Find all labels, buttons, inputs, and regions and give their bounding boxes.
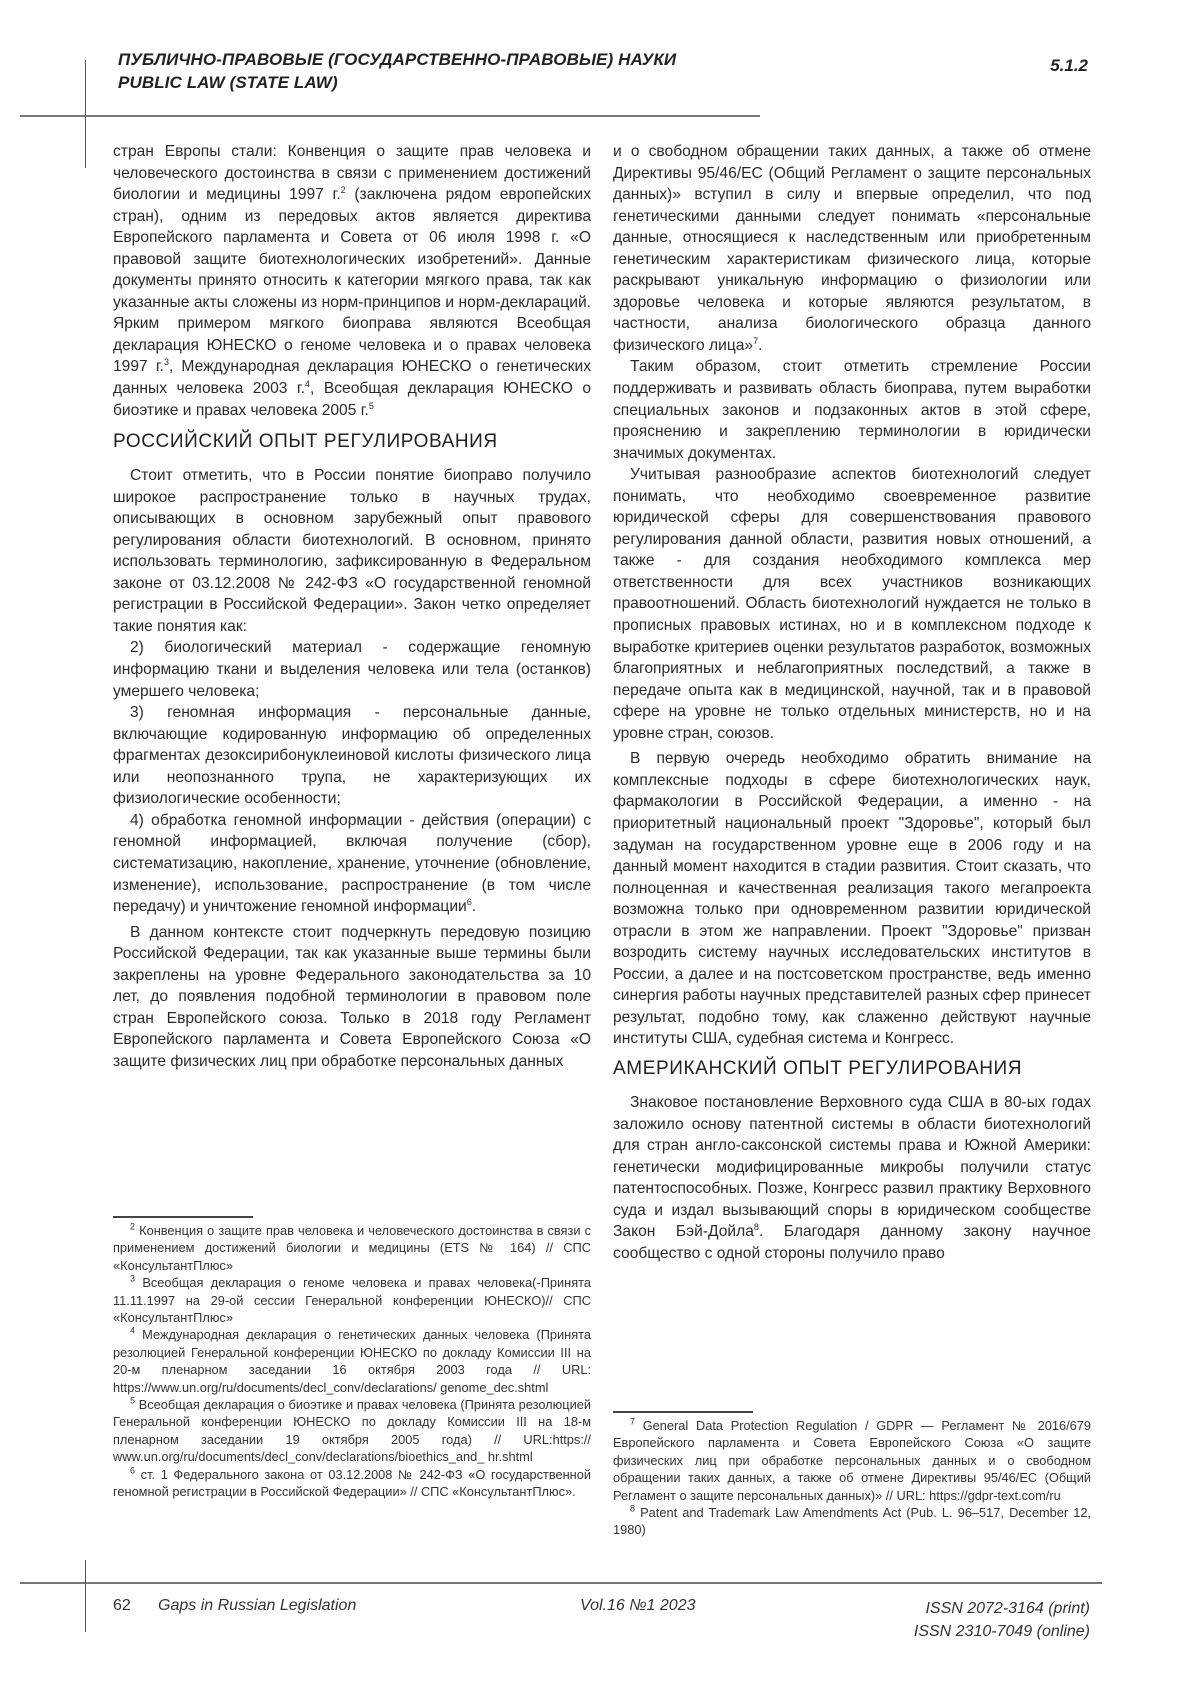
footnote-ref[interactable]: 2 <box>340 184 346 195</box>
issn-online: ISSN 2310-7049 (online) <box>913 1623 1090 1640</box>
footnote-number: 4 <box>130 1326 136 1337</box>
footnote <box>113 1274 591 1326</box>
text: , Международная декларация ЮНЕСКО о генетических данных человека 2003 г. <box>113 358 591 398</box>
page-number: 62 <box>113 1597 131 1614</box>
section-title-en: PUBLIC LAW (STATE LAW) <box>118 73 338 92</box>
footnote-text: Patent and Trademark Law Amendments Act (Pub. L. 96–517, December 12, 1980) <box>613 1505 1091 1538</box>
footnote <box>113 1466 591 1501</box>
footnote <box>113 1326 591 1396</box>
paragraph: и о свободном обращении таких данных, а также об отмене Директивы 95/46/ЕС (Общий Регламент о защите персональных данных)» вступил в силу и впервые определил, что под генетическими данными следует понимать «персональные данные, относящиеся к наследственным или приобретенным генетическим характеристикам физического лица, которые раскрывают уникальную информацию о физиологии или здоровье человека и которые являются результатом, в частности, анализа биологического образца данного физического лица»$^7$. <box>613 143 1091 354</box>
section-heading-american-experience: АМЕРИКАНСКИЙ ОПЫТ РЕГУЛИРОВАНИЯ <box>613 1057 1023 1079</box>
volume-info: Vol.16 №1 2023 <box>580 1597 696 1614</box>
section-title-ru: ПУБЛИЧНО-ПРАВОВЫЕ (ГОСУДАРСТВЕННО-ПРАВОВЫЕ) НАУКИ <box>118 50 677 69</box>
footnotes-left <box>113 1216 591 1501</box>
footnote-text: General Data Protection Regulation / GDPR — Регламент № 2016/679 Европейского парламента и Совета Европейского Союза «О защите физических лиц при обработке персональных данных и о свободном обращении таких данных, а также об отмене Директивы 95/46/ЕС (Общий Регламент о защите персональных данных)» // URL: https://gdpr-text.com/ru <box>613 1418 1091 1503</box>
paragraph: Учитывая разнообразие аспектов биотехнологий следует понимать, что необходимо своевременное развитие юридической сферы для совершенствования правового регулирования данной области, развития новых отношений, а также - для создания необходимого комплекса мер ответственности для всех участников возникающих правоотношений. Область биотехнологий нуждается не только в прописных правовых истинах, но и в комплексном подходе к выработке критериев оценки результатов разработок, возможных благоприятных и неблагоприятных последствий, а также в передаче опыта как в медицинской, научной, так и в правовой сфере на уровне не только отдельных министерств, но и на уровне стран, союзов. <box>613 466 1091 742</box>
footnote-ref[interactable]: 7 <box>753 335 759 346</box>
footnote <box>613 1504 1091 1539</box>
journal-name: Gaps in Russian Legislation <box>158 1597 357 1614</box>
list-item: 4) обработка геномной информации - действия (операции) с геномной информацией, включая получение (сбор), систематизацию, накопление, хранение, уточнение (обновление, изменение), использование, распространение (в том числе передачу) и уничтожение геномной информации$^6$. <box>113 811 591 916</box>
paragraph: Стоит отметить, что в России понятие биоправо получило широкое распространение только в научных трудах, описывающих в основном зарубежный опыт правового регулирования области биотехнологий. В основном, принято использовать терминологию, зафиксированную в Федеральном законе от 03.12.2008 № 242-ФЗ «О государственной геномной регистрации в Российской Федерации». Закон четко определяет такие понятия как: <box>113 467 591 635</box>
list-item: 3) геномная информация - персональные данные, включающие кодированную информацию об определенных фрагментах дезоксирибонуклеиновой кислоты физического лица или неопознанного трупа, не характеризующих их физиологические особенности; <box>113 704 591 808</box>
list-item: 2) биологический материал - содержащие геномную информацию ткани и выделения человека или тела (останков) умершего человека; <box>113 639 591 700</box>
footnote-number: 5 <box>130 1395 136 1406</box>
paragraph: В первую очередь необходимо обратить внимание на комплексные подходы в сфере биотехнологических наук, фармакологии в Российской Федерации, а именно - на приоритетный национальный проект "Здоровье", который был задуман на государственном уровне еще в 2006 году и на данный момент находится в стадии развития. Стоит сказать, что полноценная и качественная реализация такого мегапроекта возможна только при одновременном развитии юридической отрасли в этом же направлении. Проект "Здоровье" призван возродить систему научных исследовательских институтов в России, а далее и на постсоветском пространстве, ведь именно синергия работы научных представителей разных сфер принесет результат, подобно тому, как слаженно действуют научные институты США, судебная система и Конгресс. <box>613 750 1091 1048</box>
footnote-ref[interactable]: 4 <box>305 378 311 389</box>
paragraph: Таким образом, стоит отметить стремление России поддерживать и развивать область биоправа, путем выработки специальных законов и подзаконных актов в этой сфере, прояснению и закреплению терминологии в юридически значимых документах. <box>613 358 1091 462</box>
footnote-text: Всеобщая декларация о биоэтике и правах человека (Принята резолюцией Генеральной конференции ЮНЕСКО по докладу Комиссии III на 18-м пленарном заседании 19 октября 2005 года) // URL:https:// www.un.org/ru/documents/decl_conv/declarations/bioethics_and_ hr.shtml <box>113 1397 591 1465</box>
footnote-ref[interactable]: 5 <box>368 400 374 411</box>
footnote-ref[interactable]: 8 <box>753 1222 759 1233</box>
footnote-text: Международная декларация о генетических данных человека (Принята резолюцией Генеральной конференции ЮНЕСКО по докладу Комиссии III на 20-м пленарном заседании 16 октября 2003 года // URL: https://www.un.org/ru/documents/decl_conv/declarations/ genome_dec.shtml <box>113 1327 591 1395</box>
issn-print: ISSN 2072-3164 (print) <box>925 1600 1090 1617</box>
footnote-text: Конвенция о защите прав человека и человеческого достоинства в связи с применением достижений биологии и медицины (ETS № 164) // СПС «КонсультантПлюс» <box>113 1223 591 1273</box>
footnote-separator <box>113 1216 253 1218</box>
footer-horizontal-rule <box>20 1582 1102 1584</box>
footer-vertical-rule <box>85 1560 86 1632</box>
text: стран Европы стали: Конвенция о защите прав человека и человеческого достоинства в связи с применением достижений биологии и медицины 1997 г. <box>113 143 591 204</box>
text: и о свободном обращении таких данных, а также об отмене Директивы 95/46/ЕС (Общий Регламент о защите персональных данных)» вступил в силу и впервые определил, что под генетическими данными следует понимать «персональные данные, относящиеся к наследственным или приобретенным генетическим характеристикам физического лица, которые раскрывают уникальную информацию о физиологии или здоровье человека и которые являются результатом, в частности, анализа биологического образца данного физического лица» <box>613 143 1091 354</box>
footnote-number: 7 <box>630 1416 636 1427</box>
header-vertical-rule <box>85 60 86 168</box>
footnote-number: 3 <box>130 1273 136 1284</box>
footnote <box>113 1222 591 1274</box>
paragraph <box>613 1092 1091 1264</box>
text: (заключена рядом европейских стран), одним из передовых актов является директива Европейского парламента и Совета от 06 июля 1998 г. «О правовой защите биотехнологических изобретений». Данные документы принято относить к категории мягкого права, так как указанные акты сложены из норм-принципов и норм-деклараций. Ярким примером мягкого биоправа являются Всеобщая декларация ЮНЕСКО о геноме человека и о правах человека 1997 г. <box>113 186 591 376</box>
paragraph: В данном контексте стоит подчеркнуть передовую позицию Российской Федерации, так как указанные выше термины были закреплены на уровне Федерального законодательства за 10 лет, до появления подобной терминологии в правовом поле стран Европейского союза. Только в 2018 году Регламент Европейского парламента и Совета Европейского Союза «О защите физических лиц при обработке персональных данных <box>113 923 591 1070</box>
left-column <box>113 141 591 1072</box>
footnote-ref[interactable]: 6 <box>466 896 472 907</box>
footnote-text: Всеобщая декларация о геноме человека и правах человека(-Принята 11.11.1997 на 29-ой сессии Генеральной конференции ЮНЕСКО)// СПС «КонсультантПлюс» <box>113 1275 591 1326</box>
issn-block <box>914 1597 1090 1643</box>
running-header <box>118 48 676 94</box>
footnote-text: ст. 1 Федерального закона от 03.12.2008 № 242-ФЗ «О государственной геномной регистрации в Российской Федерации» // СПС «КонсультантПлюс». <box>113 1466 591 1500</box>
footnote-ref[interactable]: 3 <box>163 357 169 368</box>
footnote-number: 6 <box>130 1465 136 1476</box>
text: , Всеобщая декларация ЮНЕСКО о биоэтике и правах человека 2005 г. <box>113 380 591 419</box>
footnote <box>613 1417 1091 1504</box>
section-code: 5.1.2 <box>1050 56 1088 75</box>
footnote-number: 8 <box>630 1503 636 1514</box>
footnote-separator <box>613 1411 753 1413</box>
text: Знаковое постановление Верховного суда США в 80-ых годах заложило основу патентной системы в области биотехнологий для стран англо-саксонской системы права и Южной Америки: генетически модифицированные микробы получили статус патентоспособных. Позже, Конгресс развил практику Верховного суда и издал вызывающий споры в юридическом сообществе Закон Бэй-Дойла <box>613 1093 1091 1241</box>
text: 4) обработка геномной информации - действия (операции) с геномной информацией, включая получение (сбор), систематизацию, накопление, хранение, уточнение (обновление, изменение), использование, распространение (в том числе передачу) и уничтожение геномной информации <box>113 811 591 916</box>
header-horizontal-rule <box>20 115 760 117</box>
footnotes-right <box>613 1411 1091 1539</box>
footnote <box>113 1396 591 1466</box>
text: . Благодаря данному закону научное сообщество с одной стороны получило право <box>613 1223 1091 1262</box>
paragraph <box>113 141 591 421</box>
footnote-number: 2 <box>130 1221 136 1232</box>
section-heading-russian-experience: РОССИЙСКИЙ ОПЫТ РЕГУЛИРОВАНИЯ <box>113 431 498 453</box>
right-column <box>613 141 1091 1264</box>
